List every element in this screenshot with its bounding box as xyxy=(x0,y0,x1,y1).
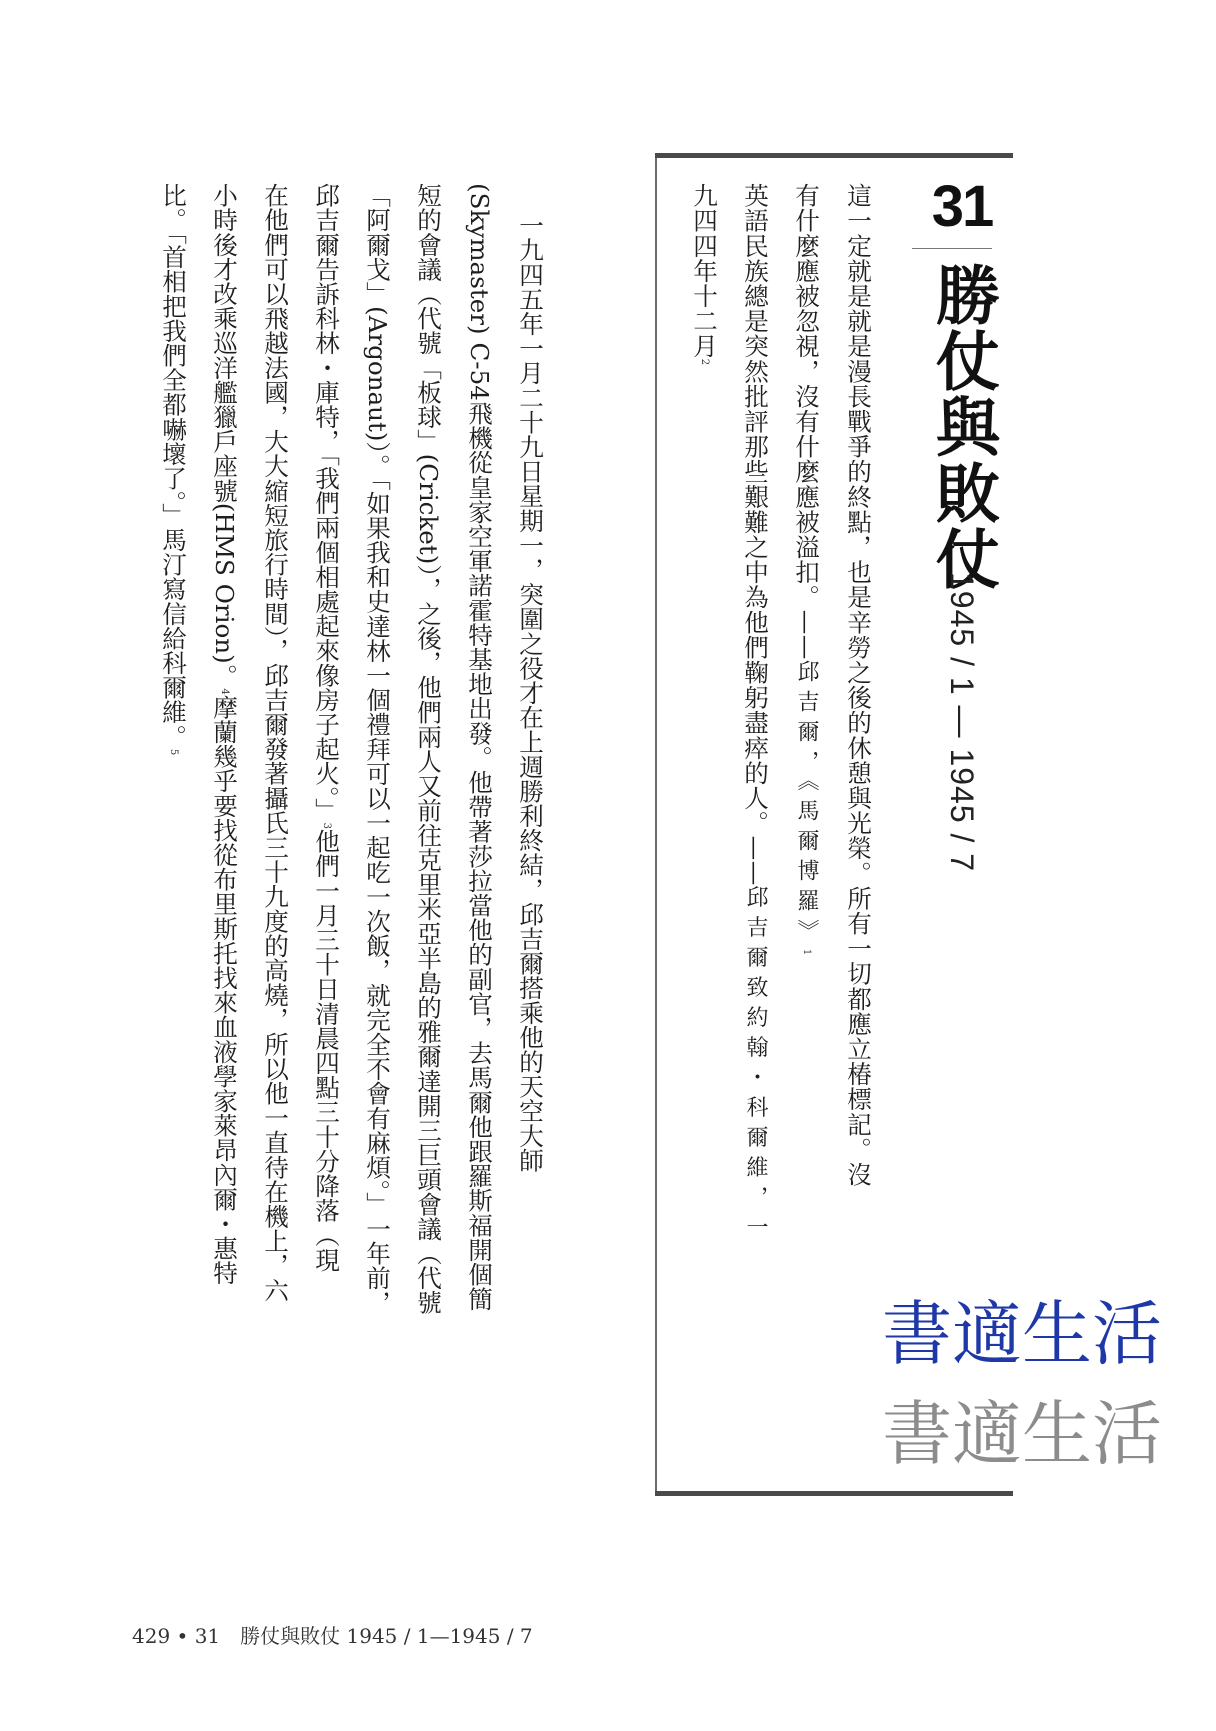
watermark-blue: 書適生活 xyxy=(882,1293,1162,1375)
body-line-2: (Skymaster) C-54飛機從皇家空軍諾霍特基地出發。他帶著莎拉當他的副官，去馬爾他跟羅斯福開個簡 xyxy=(465,183,494,1312)
epigraph-attribution-1: 邱吉爾，《馬爾博羅》 xyxy=(794,659,819,949)
running-head: 31 勝仗與敗仗 1945 / 1—1945 / 7 xyxy=(194,1624,533,1648)
footnote-marker-2: 2 xyxy=(699,358,710,366)
body-line-1: 一九四五年一月二十九日星期一，突圍之役才在上週勝利終結，邱吉爾搭乘他的天空大師 xyxy=(516,213,545,1173)
epigraph-line-2: 有什麼應被忽視，沒有什麼應被溢扣。——邱吉爾，《馬爾博羅》1 xyxy=(792,183,821,956)
chapter-number: 31 xyxy=(931,174,993,239)
chapter-dates: 1945 / 1 — 1945 / 7 xyxy=(944,572,980,873)
body-line-3: 短的會議（代號「板球」(Cricket)），之後，他們兩人又前往克里米亞半島的雅爾達開三巨頭會議（代號 xyxy=(414,183,443,1315)
epigraph-line-1: 這一定就是就是漫長戰爭的終點，也是辛勞之後的休憩與光榮。所有一切都應立椿標記。沒 xyxy=(844,183,873,1187)
body-line-5: 邱吉爾告訴科林・庫特，「我們兩個相處起來像房子起火。」3他們一月三十日清晨四點三十分降落（現 xyxy=(312,183,341,1272)
chapter-top-rule xyxy=(655,153,1013,158)
epigraph-attribution-2: 邱吉爾致約翰・科爾維，一 xyxy=(743,885,768,1246)
page-footer xyxy=(132,1620,533,1649)
epigraph-line-3: 英語民族總是突然批評那些艱難之中為他們鞠躬盡瘁的人。——邱吉爾致約翰・科爾維，一 xyxy=(741,183,770,1246)
body-line-6: 在他們可以飛越法國，大大縮短旅行時間），邱吉爾發著攝氏三十九度的高燒，所以他一直待在機上，六 xyxy=(261,183,290,1303)
chapter-number-separator xyxy=(912,248,992,249)
footer-bullet: • xyxy=(176,1624,189,1648)
footnote-marker-3: 3 xyxy=(321,822,332,829)
epigraph-line-4: 九四四年十二月2 xyxy=(690,183,719,366)
chapter-bottom-rule xyxy=(655,1491,1013,1496)
body-line-8: 比。「首相把我們全都嚇壞了。」馬汀寫信給科爾維。5 xyxy=(159,183,188,756)
body-line-4: 「阿爾戈」(Argonaut)）。「如果我和史達林一個禮拜可以一起吃一次飯，就完全不會有麻煩。」一年前， xyxy=(363,183,392,1315)
page-number: 429 xyxy=(132,1624,171,1648)
footnote-marker-1: 1 xyxy=(801,948,812,956)
chapter-left-rule xyxy=(655,158,657,1491)
body-line-7: 小時後才改乘巡洋艦獵戶座號(HMS Orion)。4摩蘭幾乎要找從布里斯托找來血液學家萊昂內爾・惠特 xyxy=(210,183,239,1286)
footnote-marker-5: 5 xyxy=(168,748,179,756)
chapter-title: 勝仗與敗仗 xyxy=(925,262,1000,592)
footnote-marker-4: 4 xyxy=(219,688,230,695)
watermark-gray: 書適生活 xyxy=(882,1393,1162,1475)
